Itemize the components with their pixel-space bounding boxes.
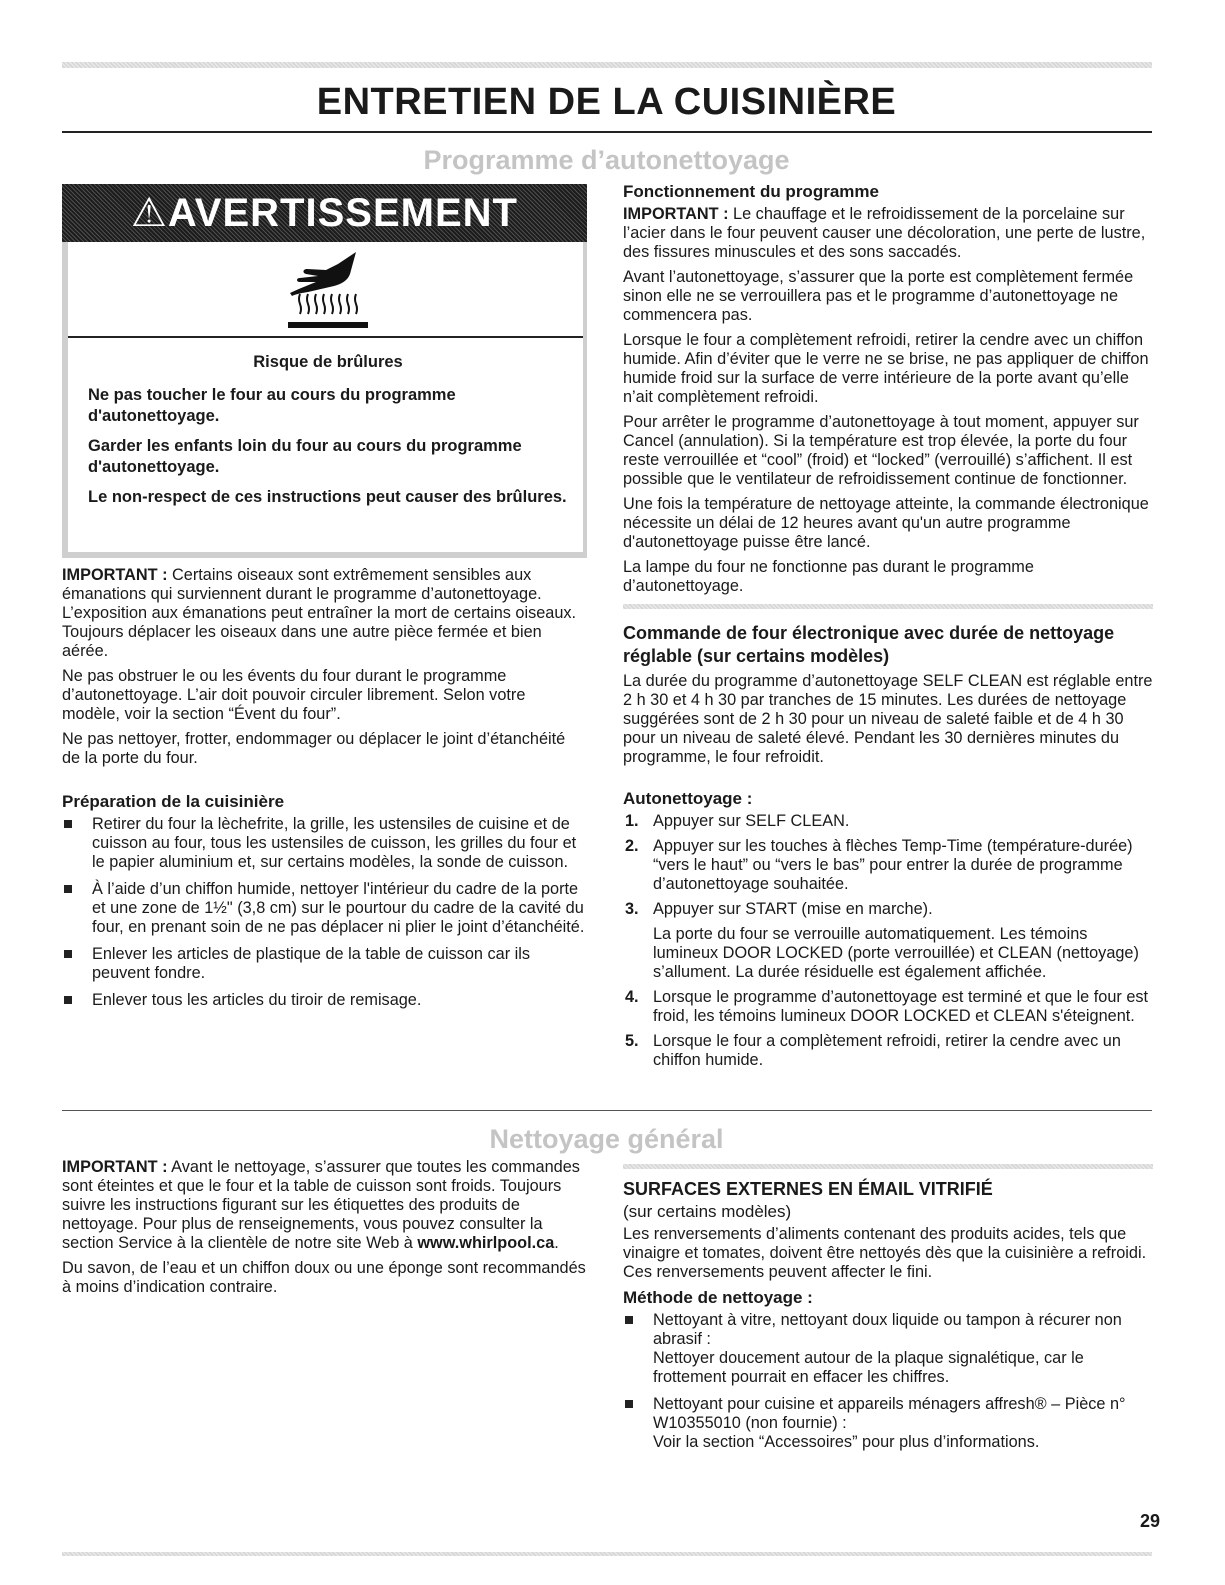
website-link[interactable]: www.whirlpool.ca [417,1234,555,1252]
self-clean-steps [623,812,1153,1070]
lamp-paragraph: La lampe du four ne fonctionne pas durant le programme d’autonettoyage. [623,558,1034,595]
cancel-paragraph: Pour arrêter le programme d’autonettoyage à tout moment, appuyer sur Cancel (annulation). Si la température est trop élevée, la porte du four reste verrouillée et “cool” (froid) et “locked” (verrouillé) s’affichent. Il est possible que le ventilateur de refroidissement continue de fonctionner. [623,413,1139,488]
warning-icon-area [68,242,583,338]
hot-surface-hand-icon [278,248,378,334]
operation-heading: Fonctionnement du programme [623,182,879,201]
prep-list [62,815,587,1010]
gasket-paragraph: Ne pas nettoyer, frotter, endommager ou déplacer le joint d’étanchéité de la porte du four. [62,730,566,767]
section-title-general-cleaning: Nettoyage général [489,1124,724,1154]
left-column-self-clean [62,566,587,1018]
list-item: Retirer du four la lèchefrite, la grille, les ustensiles de cuisine et de cuisson au four, tous les ustensiles de cuisson, les grilles du four et le papier aluminium et, sur certains modèles, la sonde de cuisson. [62,815,587,872]
list-item: Nettoyant pour cuisine et appareils ménagers affresh® – Pièce n° W10355010 (non fournie) : Voir la section “Accessoires” pour plus d’informations. [623,1395,1153,1452]
soap-paragraph: Du savon, de l’eau et un chiffon doux ou une éponge sont recommandés à moins d’indication contraire. [62,1259,586,1296]
method-list [623,1311,1153,1452]
bottom-decorative-rule [62,1552,1152,1556]
important-birds-paragraph: IMPORTANT : Certains oiseaux sont extrêmement sensibles aux émanations qui surviennent durant le programme d’autonettoyage. L’exposition aux émanations peut entraîner la mort de certains oiseaux. Toujours déplacer les oiseaux dans une autre pièce fermée et bien aérée. [62,566,577,660]
warning-line: Ne pas toucher le four au cours du programme d'autonettoyage. [88,386,456,425]
enamel-paragraph: Les renversements d’aliments contenant des produits acides, tels que vinaigre et tomates, doivent être nettoyés dès que la cuisinière a refroidi. Ces renversements peuvent affecter le fini. [623,1225,1147,1281]
method-heading: Méthode de nettoyage : [623,1288,813,1307]
door-closed-paragraph: Avant l’autonettoyage, s’assurer que la porte est complètement fermée sinon elle ne se verrouillera pas et le programme d’autonettoyage ne commencera pas. [623,268,1134,324]
warning-line: Le non-respect de ces instructions peut causer des brûlures. [88,488,567,506]
step-item: 5. Lorsque le four a complètement refroidi, retirer la cendre avec un chiffon humide. [625,1032,1121,1069]
important-porcelain-paragraph: IMPORTANT : Le chauffage et le refroidissement de la porcelaine sur l’acier dans le four peuvent causer une décoloration, une perte de lustre, des fissures minuscules et des sons saccadés. [623,205,1146,261]
general-cleaning-left [62,1158,587,1303]
right-column-operation [623,182,1153,619]
step-item: 4. Lorsque le programme d’autonettoyage est terminé et que le four est froid, les témoins lumineux DOOR LOCKED et CLEAN s'éteignent. [625,988,1149,1025]
vents-paragraph: Ne pas obstruer le ou les évents du four durant le programme d’autonettoyage. L’air doit pouvoir circuler librement. Selon votre modèle, voir la section “Évent du four”. [62,667,526,723]
control-heading: Commande de four électronique avec durée de nettoyage réglable (sur certains modèles) [623,623,1115,666]
control-paragraph: La durée du programme d’autonettoyage SELF CLEAN est réglable entre 2 h 30 et 4 h 30 par tranches de 15 minutes. Les durées de nettoyage suggérées sont de 2 h 30 pour un niveau de saleté faible et de 4 h 30 pour un niveau de saleté élevé. Pendant les 30 dernières minutes du programme, le four refroidit. [623,672,1153,766]
list-item: Enlever tous les articles du tiroir de remisage. [62,991,587,1010]
warning-header: ⚠AVERTISSEMENT [62,184,587,242]
page-number: 29 [1139,1511,1160,1531]
step-item: 3. Appuyer sur START (mise en marche). La porte du four se verrouille automatiquement. Les témoins lumineux DOOR LOCKED (porte verrouillée) et CLEAN (nettoyage) s’allument. La durée résiduelle est également affichée. [625,900,1139,981]
list-item: Nettoyant à vitre, nettoyant doux liquide ou tampon à récurer non abrasif : Nettoyer doucement autour de la plaque signalétique, car le frottement pourrait en effacer les chiffres. [623,1311,1153,1387]
enamel-heading: SURFACES EXTERNES EN ÉMAIL VITRIFIÉ [623,1179,993,1199]
divider [623,1164,1153,1169]
warning-risk-label: Risque de brûlures [253,353,403,371]
list-item: Enlever les articles de plastique de la table de cuisson car ils peuvent fondre. [62,945,587,983]
top-decorative-rule [62,62,1152,68]
prep-heading: Préparation de la cuisinière [62,792,285,811]
right-column-control [623,622,1153,1076]
delay-paragraph: Une fois la température de nettoyage atteinte, la commande électronique nécessite un délai de 12 heures avant qu'un autre programme d'autonettoyage puisse être lancé. [623,495,1149,551]
ash-paragraph: Lorsque le four a complètement refroidi, retirer la cendre avec un chiffon humide. Afin d’éviter que le verre ne se brise, ne pas appliquer de chiffon humide froid sur la surface de verre intérieure de la porte avant qu’elle n’ait complètement refroidi. [623,331,1149,406]
warning-body [62,242,587,558]
warning-text [88,352,568,517]
section-divider [62,1110,1152,1111]
enamel-subheading: (sur certains modèles) [623,1202,792,1221]
warning-box [62,184,587,558]
step-item: 1. Appuyer sur SELF CLEAN. [625,812,850,830]
general-cleaning-right [623,1158,1153,1460]
list-item: À l’aide d’un chiffon humide, nettoyer l'intérieur du cadre de la porte et une zone de 1½" (3,8 cm) sur le pourtour du cadre de la cavité du four, en prenant soin de ne pas déplacer ni plier le joint d’étanchéité. [62,880,587,937]
warning-line: Garder les enfants loin du four au cours du programme d'autonettoyage. [88,437,522,476]
section-title-self-clean: Programme d’autonettoyage [423,145,790,175]
self-clean-steps-heading: Autonettoyage : [623,789,753,808]
step-item: 2. Appuyer sur les touches à flèches Temp-Time (température-durée) “vers le haut” ou “vers le bas” pour entrer la durée de programme d’autonettoyage souhaitée. [625,837,1133,893]
title-rule [62,131,1152,133]
page-title: ENTRETIEN DE LA CUISINIÈRE [316,81,897,123]
divider [623,604,1153,609]
important-cleaning-paragraph: IMPORTANT : Avant le nettoyage, s’assurer que toutes les commandes sont éteintes et que le four et la table de cuisson sont froids. Toujours suivre les instructions figurant sur les étiquettes des produits de nettoyage. Pour plus de renseignements, vous pouvez consulter la section Service à la clientèle de notre site Web à www.whirlpool.ca. [62,1158,580,1252]
